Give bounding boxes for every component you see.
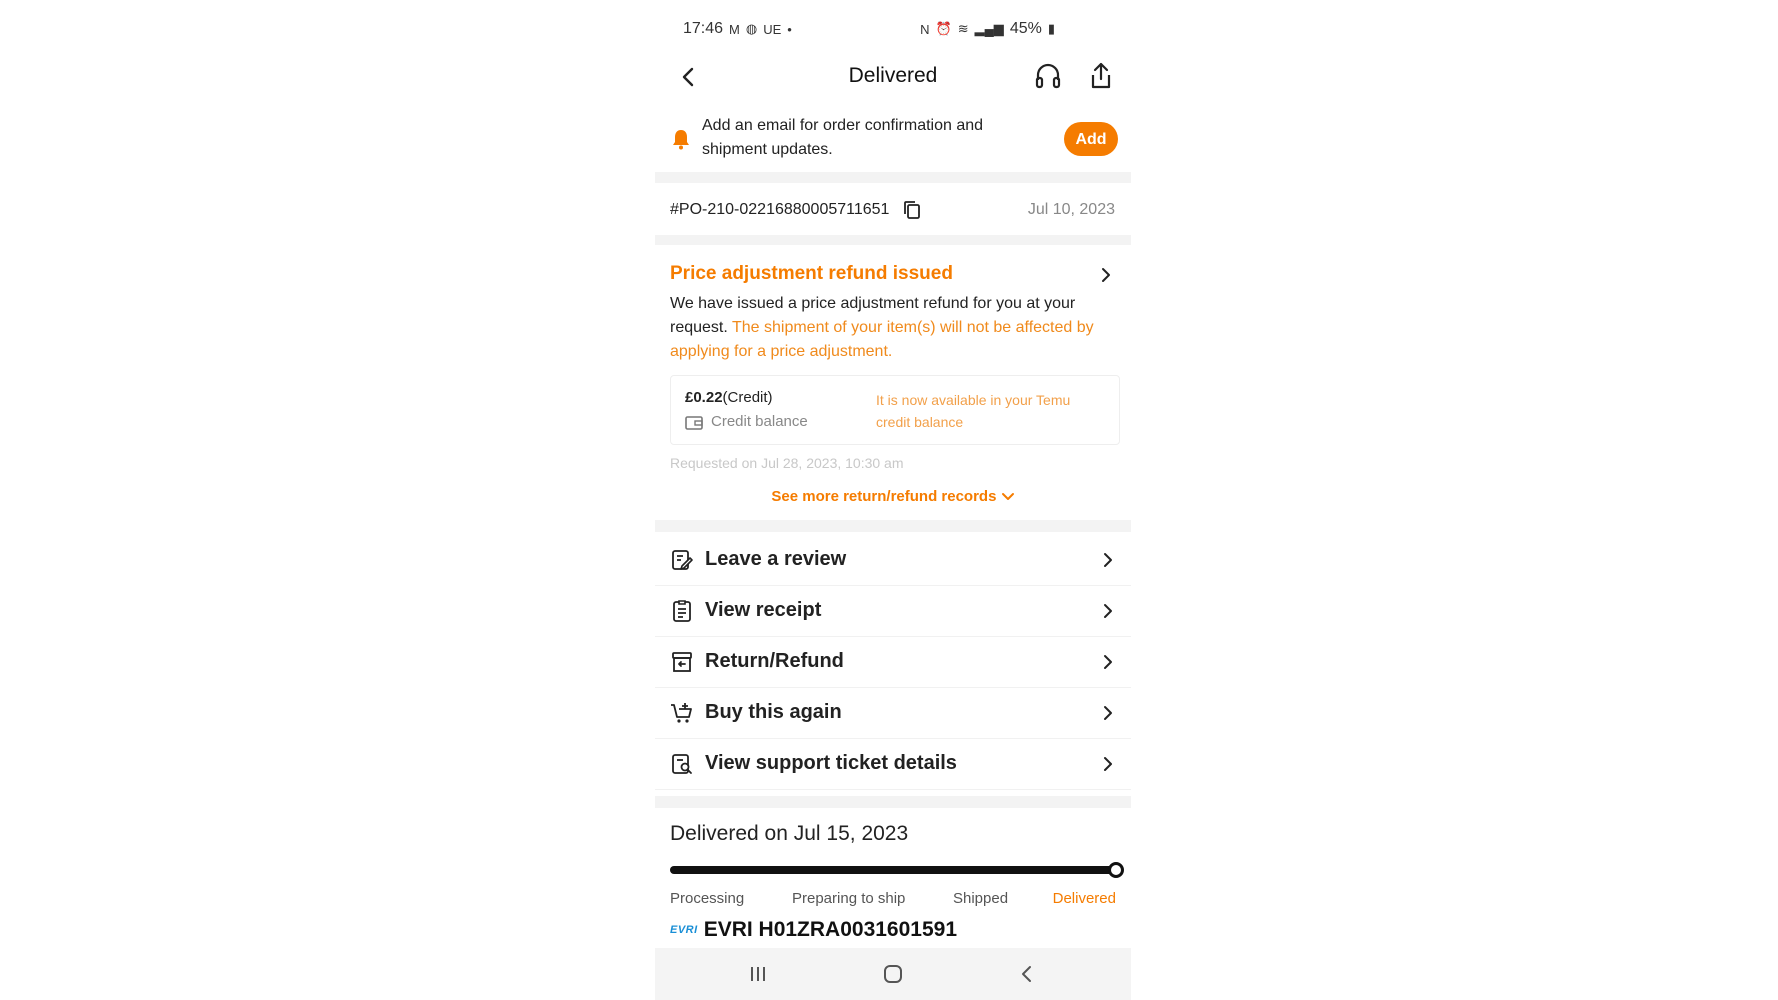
- refund-requested-date: Requested on Jul 28, 2023, 10:30 am: [670, 455, 904, 471]
- section-divider: [655, 796, 1131, 808]
- review-icon: [670, 548, 694, 572]
- share-icon[interactable]: [1085, 60, 1117, 92]
- delivery-progress-fill: [670, 866, 1114, 874]
- credit-amount-value: £0.22: [685, 389, 723, 406]
- return-icon: [670, 650, 694, 674]
- status-time: 17:46: [683, 20, 724, 37]
- action-leave-review[interactable]: [655, 535, 1131, 586]
- credit-amount: [685, 389, 773, 406]
- home-icon[interactable]: [881, 962, 905, 986]
- order-date: Jul 10, 2023: [1027, 201, 1115, 218]
- section-divider: [655, 172, 1131, 183]
- ticket-search-icon: [670, 752, 694, 776]
- battery-icon: ▮: [1047, 21, 1055, 36]
- email-banner-message: Add an email for order confirmation and shipment updates.: [702, 117, 984, 158]
- order-info-row: [655, 183, 1131, 235]
- nfc-icon: N: [920, 21, 930, 37]
- refund-heading: Price adjustment refund issued: [670, 263, 953, 284]
- order-number: #PO-210-02216880005711651: [670, 201, 890, 218]
- action-label: View support ticket details: [705, 752, 957, 774]
- bell-icon: [671, 128, 691, 150]
- step-preparing: Preparing to ship: [792, 890, 906, 907]
- delivery-progress-bar: [670, 866, 1114, 874]
- receipt-icon: [670, 599, 694, 623]
- order-actions-list: [655, 535, 1131, 790]
- wifi-icon: ≋: [957, 21, 969, 36]
- status-left: [683, 20, 792, 38]
- wallet-icon: [685, 416, 703, 430]
- action-return-refund[interactable]: [655, 637, 1131, 688]
- chevron-right-icon: [1101, 653, 1115, 671]
- chevron-right-icon: [1101, 602, 1115, 620]
- add-email-button[interactable]: Add: [1064, 122, 1118, 156]
- step-processing: Processing: [670, 890, 745, 907]
- delivery-section: [655, 808, 1131, 948]
- action-label: Buy this again: [705, 701, 842, 723]
- copy-icon[interactable]: [903, 200, 921, 220]
- refund-body-highlight: The shipment of your item(s) will not be affected by applying for a price adjustment.: [670, 319, 1094, 360]
- action-view-receipt[interactable]: [655, 586, 1131, 637]
- refund-body-text: We have issued a price adjustment refund for you at your request.: [670, 295, 1076, 336]
- page-title: Delivered: [848, 64, 938, 87]
- chevron-down-icon: [1001, 492, 1015, 502]
- action-buy-again[interactable]: [655, 688, 1131, 739]
- phone-screen: [655, 0, 1131, 1000]
- headset-icon[interactable]: [1032, 60, 1064, 92]
- credit-amount-suffix: (Credit): [722, 389, 773, 406]
- refund-card[interactable]: [655, 245, 1131, 520]
- alarm-icon: ⏰: [935, 21, 952, 36]
- step-delivered: Delivered: [1052, 890, 1116, 907]
- system-back-icon[interactable]: [1015, 962, 1039, 986]
- credit-availability: It is now available in your Temu credit balance: [876, 392, 1071, 430]
- delivery-title: Delivered on Jul 15, 2023: [670, 822, 909, 845]
- step-shipped: Shipped: [953, 890, 1009, 907]
- see-more-label: See more return/refund records: [771, 488, 997, 505]
- credit-balance-label: Credit balance: [711, 413, 808, 430]
- signal-icon: ▂▄▆: [974, 21, 1004, 36]
- chevron-right-icon: [1101, 704, 1115, 722]
- status-bar: [655, 0, 1131, 56]
- dot-icon: •: [787, 21, 792, 37]
- delivery-progress-knob: [1108, 862, 1124, 878]
- carrier-row[interactable]: [670, 916, 957, 944]
- recent-apps-icon[interactable]: [746, 962, 770, 986]
- carrier-logo: EVRI: [670, 924, 698, 936]
- section-divider: [655, 520, 1131, 532]
- delivery-steps: [670, 890, 1116, 910]
- section-divider: [655, 235, 1131, 245]
- status-extra: UE: [763, 21, 782, 37]
- refund-body: [670, 292, 1120, 364]
- chevron-right-icon[interactable]: [1097, 265, 1115, 285]
- cart-icon: [670, 701, 694, 725]
- action-support-ticket[interactable]: [655, 739, 1131, 790]
- see-more-records-link[interactable]: [655, 488, 1131, 505]
- gmail-icon: M: [729, 21, 740, 37]
- system-nav-bar: [655, 948, 1131, 1000]
- action-label: View receipt: [705, 599, 822, 621]
- top-nav: [655, 52, 1131, 100]
- status-right: [920, 20, 1055, 38]
- globe-icon: ◍: [745, 21, 758, 36]
- action-label: Return/Refund: [705, 650, 844, 672]
- tracking-number: EVRI H01ZRA0031601591: [703, 918, 958, 941]
- chevron-right-icon: [1101, 551, 1115, 569]
- credit-box: [670, 375, 1120, 445]
- action-label: Leave a review: [705, 548, 847, 570]
- chevron-right-icon: [1101, 755, 1115, 773]
- battery-percent: 45%: [1009, 20, 1042, 37]
- email-banner: [655, 100, 1131, 172]
